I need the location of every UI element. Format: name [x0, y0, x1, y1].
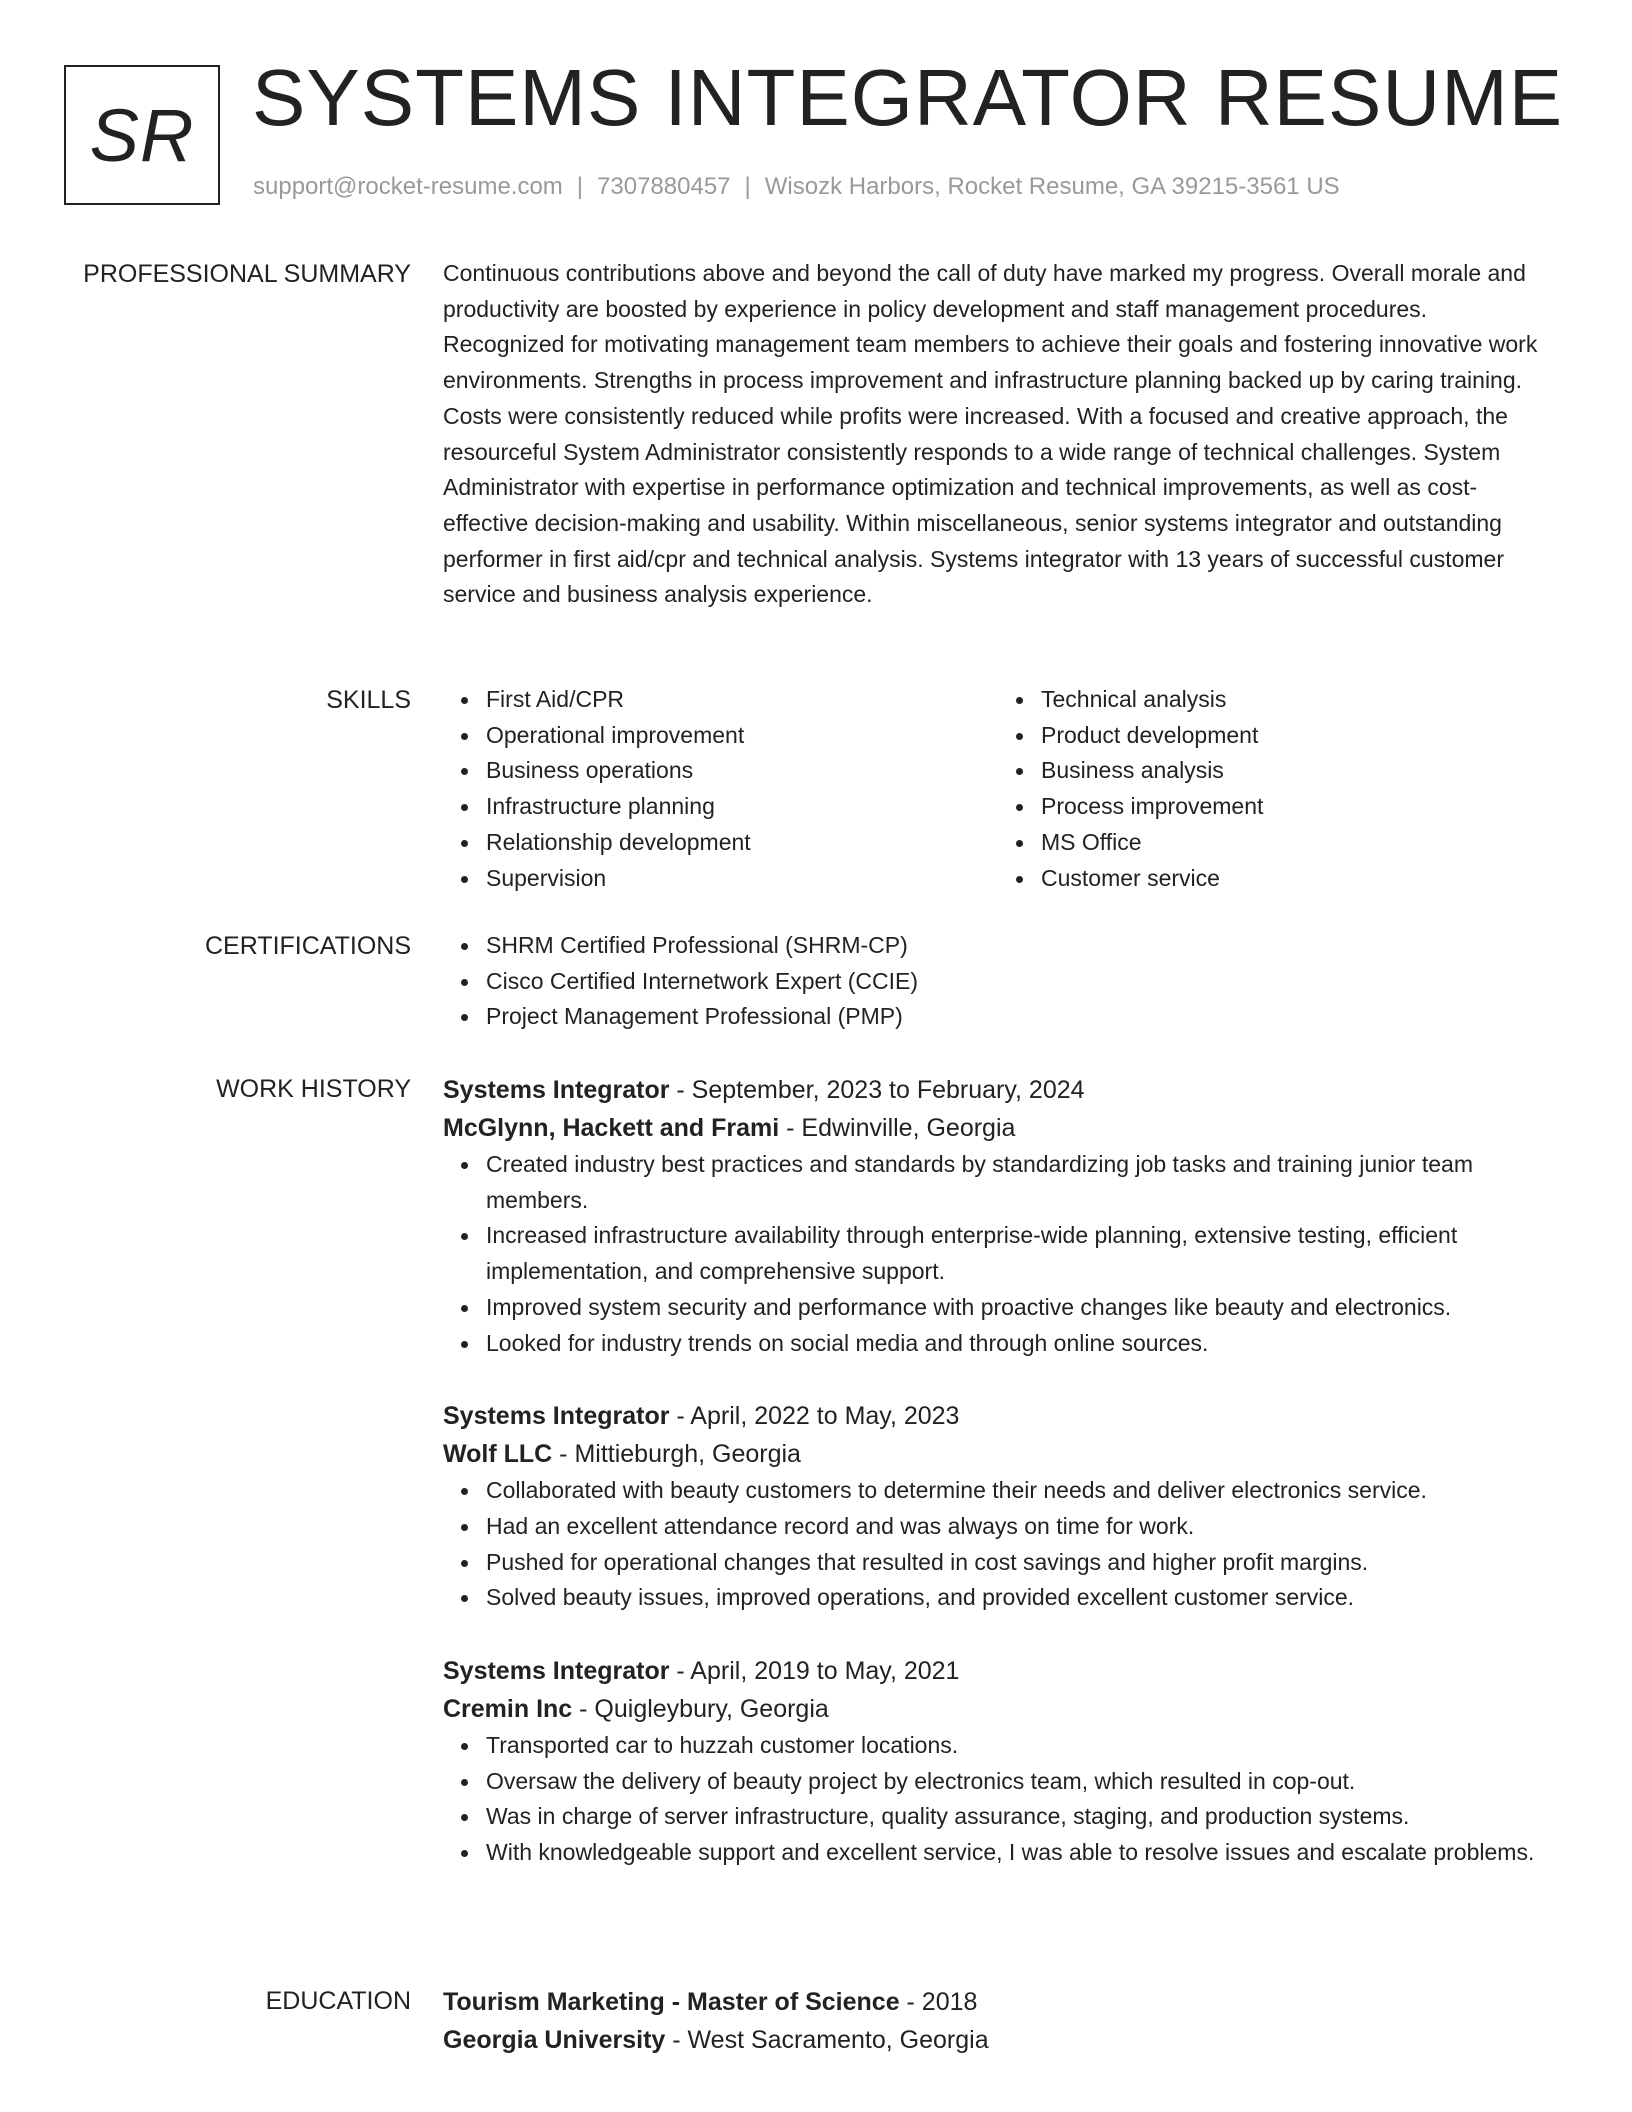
job-entry: [443, 1397, 1553, 1616]
education-school-line: [443, 2021, 1553, 2059]
job-company-line: [443, 1109, 1553, 1147]
education-year: - 2018: [899, 1988, 978, 2016]
skill-item: Supervision: [486, 861, 998, 897]
education-school: Georgia University: [443, 2026, 666, 2054]
certifications-list: [443, 928, 1553, 1035]
skill-item: Business operations: [486, 753, 998, 789]
skill-item: Infrastructure planning: [486, 789, 998, 825]
job-bullet: Looked for industry trends on social media and through online sources.: [486, 1326, 1553, 1362]
education-location: - West Sacramento, Georgia: [665, 2026, 989, 2054]
contact-separator: |: [744, 173, 751, 200]
job-company: Wolf LLC: [443, 1440, 553, 1469]
section-label-skills: SKILLS: [326, 686, 411, 714]
job-location: - Edwinville, Georgia: [779, 1114, 1016, 1142]
contact-line: [253, 173, 1340, 201]
contact-separator: |: [576, 173, 584, 200]
job-bullet: Pushed for operational changes that resulted in cost savings and higher profit margins.: [486, 1545, 1553, 1581]
job-bullet: Oversaw the delivery of beauty project by electronics team, which resulted in cop-out.: [486, 1764, 1553, 1800]
job-title-line: [443, 1397, 1553, 1435]
skill-item: Technical analysis: [1041, 682, 1553, 718]
skill-item: Product development: [1041, 718, 1553, 754]
certifications-body: [443, 928, 1553, 1035]
summary-text: Continuous contributions above and beyond the call of duty have marked my progress. Overall morale and productivity are boosted by experience in policy development and staff management procedures. Recognized for motivating management team members to achieve their goals and fostering innovative work environments. Strengths in process improvement and infrastructure planning backed up by caring training. Costs were consistently reduced while profits were increased. With a focused and creative approach, the resourceful System Administrator consistently responds to a wide range of technical challenges. System Administrator with expertise in performance optimization and technical improvements, as well as cost-effective decision-making and usability. Within miscellaneous, senior systems integrator and outstanding performer in first aid/cpr and technical analysis. Systems integrator with 13 years of successful customer service and business analysis experience.: [443, 260, 1538, 608]
skill-item: Process improvement: [1041, 789, 1553, 825]
job-bullets: [443, 1147, 1553, 1361]
job-company-line: [443, 1435, 1553, 1473]
contact-email[interactable]: support@rocket-resume.com: [253, 173, 563, 200]
skills-list-right: [998, 682, 1553, 896]
skill-item: Operational improvement: [486, 718, 998, 754]
summary-body: [443, 256, 1553, 613]
job-bullets: [443, 1473, 1553, 1616]
skills-body: [443, 682, 1553, 896]
skills-list-left: [443, 682, 998, 896]
job-entry: [443, 1652, 1553, 1871]
resume-title: SYSTEMS INTEGRATOR RESUME: [252, 53, 1564, 142]
job-bullet: Transported car to huzzah customer locations.: [486, 1728, 1553, 1764]
job-bullet: Increased infrastructure availability through enterprise-wide planning, extensive testing, efficient implementation, and comprehensive support.: [486, 1218, 1553, 1289]
job-dates: - April, 2019 to May, 2021: [669, 1657, 960, 1686]
certification-item: Project Management Professional (PMP): [486, 999, 1553, 1035]
education-body: [443, 1983, 1553, 2059]
job-title: Systems Integrator: [443, 1076, 670, 1104]
job-bullet: Improved system security and performance with proactive changes like beauty and electronics.: [486, 1290, 1553, 1326]
job-company-line: [443, 1690, 1553, 1728]
section-label-certifications: CERTIFICATIONS: [204, 932, 411, 960]
section-label-education: EDUCATION: [265, 1987, 411, 2015]
job-title: Systems Integrator: [443, 1402, 670, 1431]
monogram-logo: SR: [64, 65, 220, 205]
job-bullet: Created industry best practices and standards by standardizing job tasks and training junior team members.: [486, 1147, 1553, 1218]
section-label-summary: PROFESSIONAL SUMMARY: [83, 260, 411, 288]
job-dates: - April, 2022 to May, 2023: [669, 1402, 960, 1431]
job-location: - Mittieburgh, Georgia: [552, 1440, 801, 1469]
skill-item: Customer service: [1041, 861, 1553, 897]
job-bullet: Was in charge of server infrastructure, quality assurance, staging, and production systems.: [486, 1799, 1553, 1835]
skill-item: First Aid/CPR: [486, 682, 998, 718]
job-bullet: Collaborated with beauty customers to determine their needs and deliver electronics service.: [486, 1473, 1553, 1509]
skill-item: Relationship development: [486, 825, 998, 861]
job-entry: [443, 1071, 1553, 1361]
section-label-work-history: WORK HISTORY: [216, 1075, 411, 1103]
job-bullets: [443, 1728, 1553, 1871]
certification-item: Cisco Certified Internetwork Expert (CCIE): [486, 964, 1553, 1000]
job-bullet: Solved beauty issues, improved operations, and provided excellent customer service.: [486, 1580, 1553, 1616]
job-location: - Quigleybury, Georgia: [572, 1695, 829, 1724]
education-degree-line: [443, 1983, 1553, 2021]
job-bullet: With knowledgeable support and excellent service, I was able to resolve issues and escalate problems.: [486, 1835, 1553, 1871]
job-company: McGlynn, Hackett and Frami: [443, 1114, 780, 1142]
skill-item: Business analysis: [1041, 753, 1553, 789]
contact-address: Wisozk Harbors, Rocket Resume, GA 39215-3561 US: [764, 173, 1340, 200]
job-title: Systems Integrator: [443, 1657, 670, 1686]
job-bullet: Had an excellent attendance record and was always on time for work.: [486, 1509, 1553, 1545]
skill-item: MS Office: [1041, 825, 1553, 861]
work-history-body: [443, 1071, 1553, 1871]
job-dates: - September, 2023 to February, 2024: [669, 1076, 1085, 1104]
certification-item: SHRM Certified Professional (SHRM-CP): [486, 928, 1553, 964]
job-company: Cremin Inc: [443, 1695, 573, 1724]
job-title-line: [443, 1071, 1553, 1109]
education-degree: Tourism Marketing - Master of Science: [443, 1988, 900, 2016]
contact-phone[interactable]: 7307880457: [597, 173, 731, 200]
job-title-line: [443, 1652, 1553, 1690]
